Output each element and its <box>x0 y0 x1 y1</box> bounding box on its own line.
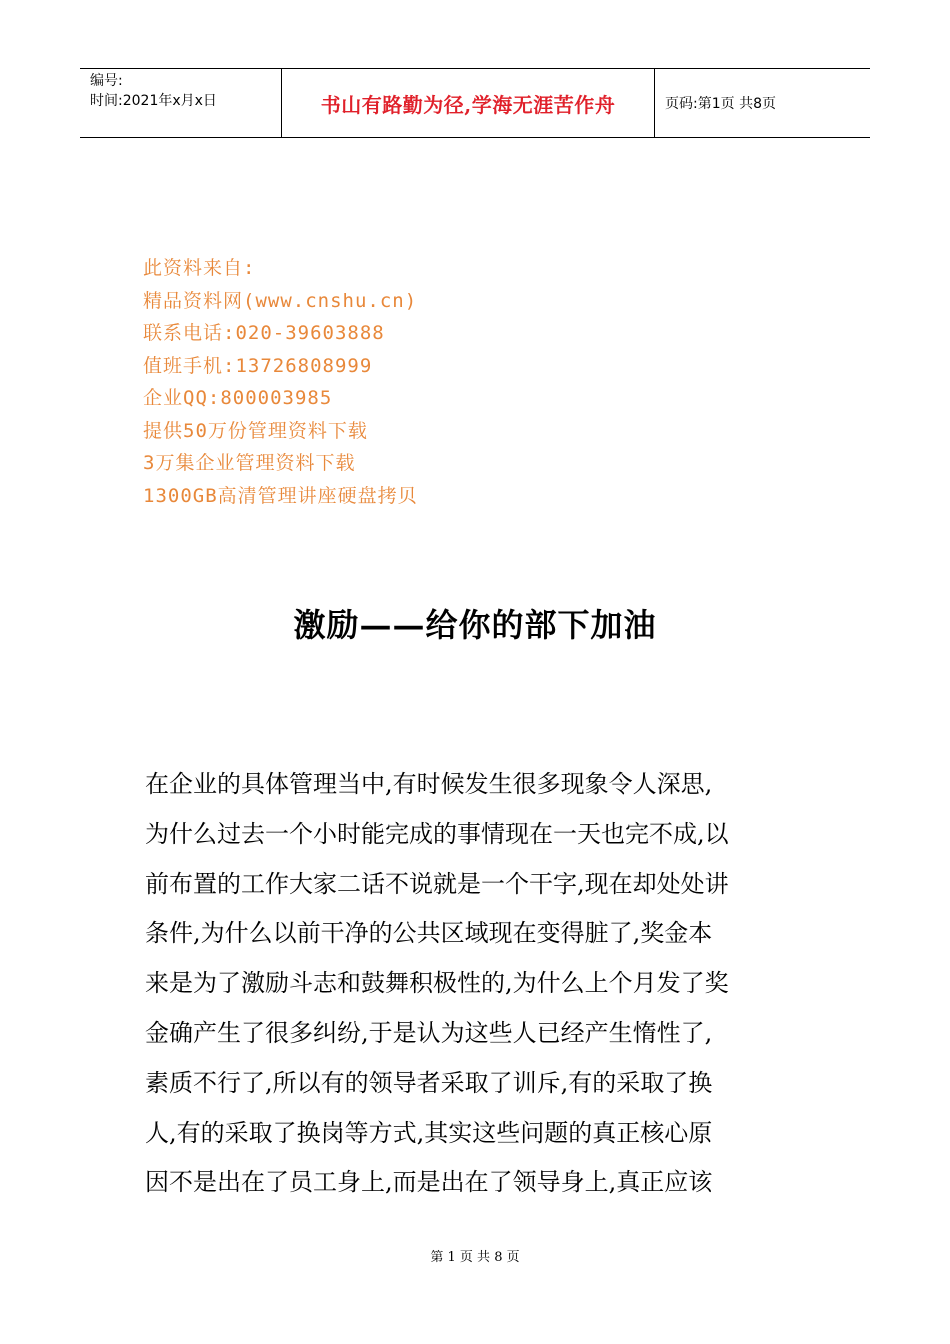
source-info <box>143 252 418 512</box>
page-footer: 第 1 页 共 8 页 <box>430 1250 520 1265</box>
motto: 书山有路勤为径,学海无涯苦作舟 <box>320 92 616 117</box>
paragraph-line: 金确产生了很多纠纷,于是认为这些人已经产生惰性了, <box>145 1018 713 1047</box>
paragraph-line: 因不是出在了员工身上,而是出在了领导身上,真正应该 <box>145 1168 713 1197</box>
source-line: 企业QQ:800003985 <box>143 387 333 409</box>
paragraph-line: 素质不行了,所以有的领导者采取了训斥,有的采取了换 <box>145 1068 713 1097</box>
paragraph-line: 在企业的具体管理当中,有时候发生很多现象令人深思, <box>145 770 713 798</box>
paragraph-line: 来是为了激励斗志和鼓舞积极性的,为什么上个月发了奖 <box>145 969 729 998</box>
paragraph-line: 条件,为什么以前干净的公共区域现在变得脏了,奖金本 <box>145 919 713 948</box>
page-info: 页码:第1页 共8页 <box>665 96 776 112</box>
source-line: 联系电话:020-39603888 <box>143 322 385 344</box>
source-line: 值班手机:13726808999 <box>143 354 373 377</box>
header-page-cell <box>655 69 870 137</box>
header-motto-cell <box>282 69 655 137</box>
source-line: 提供50万份管理资料下载 <box>143 419 368 442</box>
time-label: 时间:2021年x月x日 <box>90 93 217 109</box>
header-meta <box>80 69 282 137</box>
document-title: 激励——给你的部下加油 <box>293 606 657 644</box>
paragraph-line: 为什么过去一个小时能完成的事情现在一天也完不成,以 <box>145 819 729 848</box>
source-line: 此资料来自: <box>143 257 256 279</box>
paragraph-line: 人,有的采取了换岗等方式,其实这些问题的真正核心原 <box>145 1118 713 1147</box>
paragraph-line: 前布置的工作大家二话不说就是一个干字,现在却处处讲 <box>145 869 729 898</box>
source-line: 3万集企业管理资料下载 <box>143 452 356 474</box>
number-label: 编号: <box>90 73 123 89</box>
source-line: 1300GB高清管理讲座硬盘拷贝 <box>143 484 418 507</box>
header-table <box>80 68 870 138</box>
body-paragraph <box>145 760 835 1208</box>
source-line: 精品资料网(www.cnshu.cn) <box>143 289 418 312</box>
